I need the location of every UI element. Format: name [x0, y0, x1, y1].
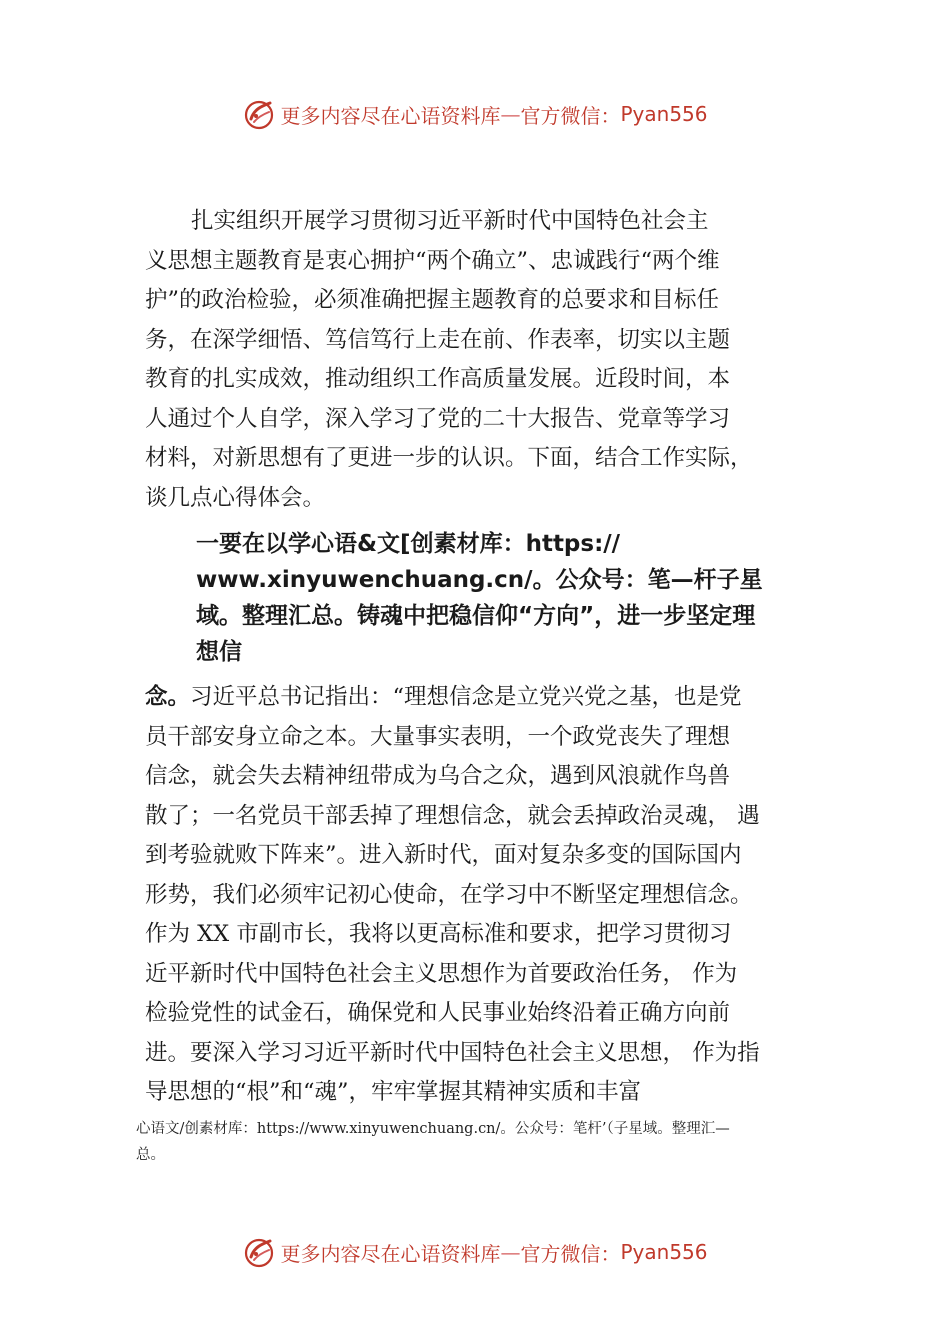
banner-site-text: 更多内容尽在心语资料库 — [280, 103, 501, 128]
footnote-line: 总。 — [136, 1147, 165, 1163]
paragraph-line: 散了；一名党员干部丢掉了理想信念，就会丢掉政治灵魂， 遇 — [145, 802, 760, 829]
paragraph-line: 护”的政治检验，必须准确把握主题教育的总要求和目标任 — [145, 287, 720, 313]
paragraph-line: 到考验就败下阵来”。进入新时代，面对复杂多变的国际国内 — [145, 842, 742, 868]
heading-line: 想信 — [196, 639, 242, 665]
banner-wechat-id: Pyan556 — [620, 102, 708, 126]
heading-line: 域。整理汇总。铸魂中把稳信仰“方向”，进一步坚定理 — [196, 603, 756, 629]
paragraph-line-rest: 习近平总书记指出：“理想信念是立党兴党之基，也是党 — [190, 684, 742, 710]
banner-wechat-label: 官方微信： — [520, 1241, 621, 1266]
paragraph-line: 导思想的“根”和“魂”，牢牢掌握其精神实质和丰富 — [145, 1079, 642, 1105]
paragraph-line: 作为 XX 市副市长，我将以更高标准和要求，把学习贯彻习 — [145, 921, 732, 947]
paragraph-body — [145, 678, 825, 1113]
section-heading — [196, 526, 836, 670]
paragraph-line: 进。要深入学习习近平新时代中国特色社会主义思想， 作为指 — [145, 1039, 760, 1066]
paragraph-line: 教育的扎实成效，推动组织工作高质量发展。近段时间，本 — [145, 366, 731, 392]
footnote — [136, 1116, 846, 1168]
paragraph-line: 义思想主题教育是衷心拥护“两个确立”、忠诚践行“两个维 — [145, 247, 720, 274]
paragraph-line: 务，在深学细悟、笃信笃行上走在前、作表率，切实以主题 — [145, 326, 731, 353]
paragraph-line: 检验党性的试金石，确保党和人民事业始终沿着正确方向前 — [145, 1000, 731, 1026]
footnote-line: 心语文/创素材库：https://www.xinyuwenchuang.cn/。公众号：笔杆’（子星域。整理汇— — [136, 1121, 730, 1137]
header-banner — [0, 94, 950, 134]
bold-lead: 念。 — [145, 684, 191, 710]
paragraph-line: 近平新时代中国特色社会主义思想作为首要政治任务， 作为 — [145, 960, 738, 987]
paragraph-line: 员干部安身立命之本。大量事实表明，一个政党丧失了理想 — [145, 723, 731, 750]
logo-icon — [242, 97, 276, 131]
heading-line: 一要在以学心语&文[创素材库：https:// — [196, 531, 621, 557]
paragraph-line — [145, 678, 825, 718]
paragraph-line: 谈几点心得体会。 — [145, 484, 326, 511]
paragraph-line: 材料，对新思想有了更进一步的认识。下面，结合工作实际， — [145, 445, 753, 471]
paragraph-line: 形势，我们必须牢记初心使命，在学习中不断坚定理想信念。 — [145, 881, 753, 908]
paragraph-intro — [145, 202, 825, 518]
banner-wechat-id: Pyan556 — [620, 1240, 708, 1264]
heading-line: www.xinyuwenchuang.cn/。公众号：笔—杆子星 — [196, 567, 763, 593]
banner-separator: — — [500, 1240, 521, 1264]
footer-banner — [0, 1232, 950, 1272]
banner-wechat-label: 官方微信： — [520, 103, 621, 128]
logo-icon — [242, 1235, 276, 1269]
banner-site-text: 更多内容尽在心语资料库 — [280, 1241, 501, 1266]
paragraph-line: 信念，就会失去精神纽带成为乌合之众，遇到风浪就作鸟兽 — [145, 763, 731, 789]
paragraph-line: 人通过个人自学，深入学习了党的二十大报告、党章等学习 — [145, 405, 731, 432]
banner-separator: — — [500, 102, 521, 126]
paragraph-line: 扎实组织开展学习贯彻习近平新时代中国特色社会主 — [191, 208, 709, 234]
